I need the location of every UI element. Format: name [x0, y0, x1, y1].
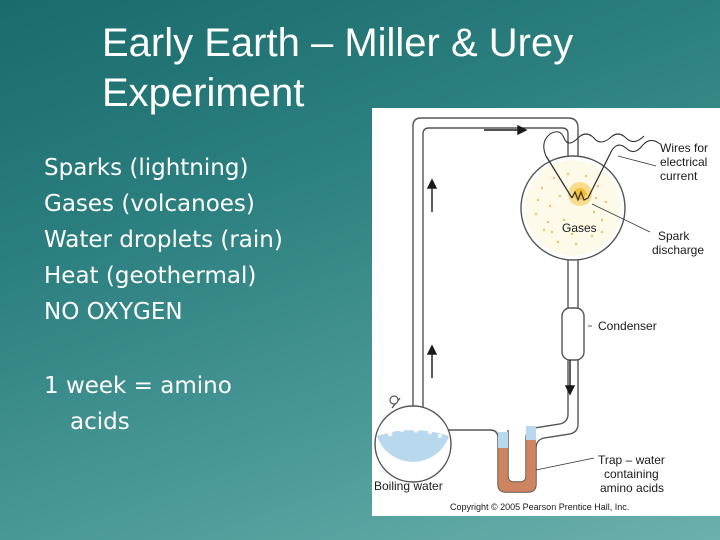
apparatus-svg — [372, 108, 720, 516]
label-gases: Gases — [562, 221, 597, 235]
label-trap-2: containing — [604, 467, 659, 481]
trap-liquid — [498, 426, 536, 492]
label-wires-1: Wires for — [660, 141, 708, 155]
bullet-water: Water droplets (rain) — [44, 227, 283, 253]
boiling-flask — [375, 396, 451, 482]
label-boiling-water: Boiling water — [374, 479, 443, 493]
result-line-2: acids — [70, 409, 130, 435]
label-trap-3: amino acids — [600, 481, 665, 495]
copyright-notice: Copyright © 2005 Pearson Prentice Hall, Inc. — [450, 502, 630, 512]
bullet-no-oxygen: NO OXYGEN — [44, 299, 183, 325]
label-trap-1: Trap – water — [598, 453, 665, 467]
miller-urey-diagram — [372, 108, 720, 516]
bullet-gap — [44, 330, 283, 368]
electrical-wires — [544, 132, 660, 156]
label-condenser: Condenser — [598, 319, 657, 333]
gas-sphere — [521, 154, 625, 260]
bullet-sparks: Sparks (lightning) — [44, 155, 249, 181]
bullet-gases: Gases (volcanoes) — [44, 191, 255, 217]
bullet-heat: Heat (geothermal) — [44, 263, 257, 289]
label-wires-3: current — [660, 169, 698, 183]
bullet-list — [44, 150, 283, 440]
label-spark-1: Spark — [658, 229, 690, 243]
title-line-1: Early Earth – Miller & Urey — [102, 21, 574, 65]
result-line-1: 1 week = amino — [44, 373, 232, 399]
label-wires-2: electrical — [660, 155, 708, 169]
label-spark-2: discharge — [652, 243, 705, 257]
title-line-2: Experiment — [102, 71, 305, 115]
slide-title — [102, 18, 702, 118]
condenser-jacket — [562, 308, 584, 360]
